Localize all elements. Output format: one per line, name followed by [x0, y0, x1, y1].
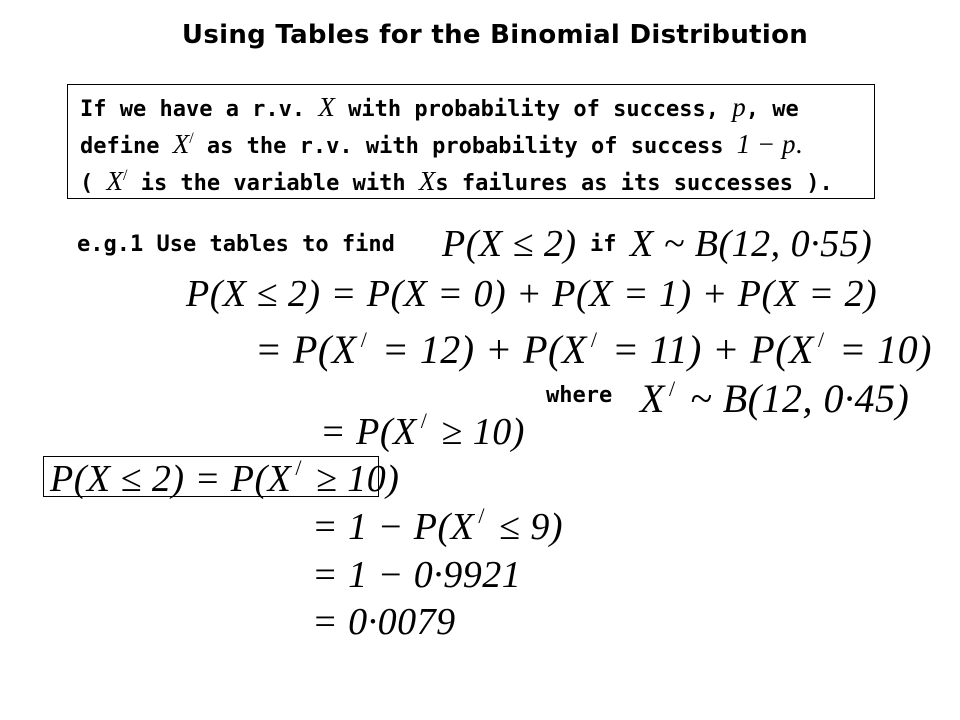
step-4 — [312, 503, 563, 549]
definition-text: , we — [745, 97, 799, 122]
step-1-text: P(X ≤ 2) = P(X = 0) + P(X = 1) + P(X = 2) — [186, 273, 878, 315]
find-expression — [442, 222, 577, 266]
step-6-text: = 0·0079 — [312, 601, 456, 643]
step-2-text: = 11) + P(X — [601, 327, 814, 372]
distribution-expression — [630, 222, 872, 266]
prime-mark: / — [420, 408, 428, 433]
definition-line-1 — [80, 92, 799, 123]
prime-mark: / — [590, 327, 598, 352]
step-1 — [186, 272, 877, 316]
step-5-text: = 1 − 0·9921 — [312, 554, 522, 596]
where-expression — [640, 375, 909, 422]
variable-x-prime: X — [106, 166, 123, 196]
prime-mark: / — [478, 503, 485, 528]
variable-x: X — [318, 92, 335, 122]
prime-mark: / — [295, 455, 302, 480]
definition-text: s failures as its successes ). — [435, 171, 833, 196]
slide-title: Using Tables for the Binomial Distribution — [181, 20, 809, 50]
find-expression-text: P(X ≤ 2) — [442, 223, 577, 265]
prime-mark: / — [360, 327, 368, 352]
where-label: where — [546, 383, 613, 408]
variable-x-prime: X — [172, 129, 190, 159]
if-label: if — [590, 232, 617, 257]
prime-mark: / — [817, 327, 825, 352]
prime-mark: / — [668, 376, 676, 401]
result-expression-text: P(X ≤ 2) = P(X — [50, 458, 292, 500]
example-label: e.g.1 Use tables to find — [77, 232, 395, 257]
step-6 — [312, 600, 456, 644]
step-2 — [255, 326, 932, 373]
result-expression — [50, 455, 399, 501]
definition-line-2 — [80, 129, 802, 160]
step-2-text: = 10) — [828, 327, 932, 372]
definition-text: is the variable with — [127, 171, 419, 196]
step-3-text: ≥ 10) — [431, 411, 525, 453]
definition-text: . — [795, 129, 803, 159]
result-expression-text: ≥ 10) — [305, 458, 400, 500]
step-2-text: = P(X — [255, 327, 357, 372]
step-4-text: ≤ 9) — [489, 506, 564, 548]
variable-x: X — [418, 166, 436, 196]
prime-mark: / — [123, 167, 128, 184]
definition-line-3 — [80, 166, 833, 197]
definition-text: define — [80, 134, 173, 159]
step-2-text: = 12) + P(X — [371, 327, 587, 372]
step-4-text: = 1 − P(X — [312, 506, 475, 548]
complement-expression: 1 − p — [736, 129, 796, 159]
where-expression-text: X — [640, 376, 665, 421]
step-5 — [312, 553, 521, 597]
definition-text: If we have a r.v. — [80, 97, 319, 122]
variable-p: p — [732, 92, 746, 122]
definition-box — [67, 84, 875, 199]
where-expression-text: ~ B(12, 0·45) — [679, 376, 910, 421]
definition-text: as the r.v. with probability of success — [193, 134, 737, 159]
definition-text: ( — [80, 171, 107, 196]
result-box — [43, 455, 400, 500]
distribution-expression-text: X ~ B(12, 0·55) — [630, 223, 873, 265]
definition-text: with probability of success, — [334, 97, 733, 122]
step-3-text: = P(X — [320, 411, 417, 453]
prime-mark: / — [189, 130, 194, 147]
step-3 — [320, 408, 525, 454]
